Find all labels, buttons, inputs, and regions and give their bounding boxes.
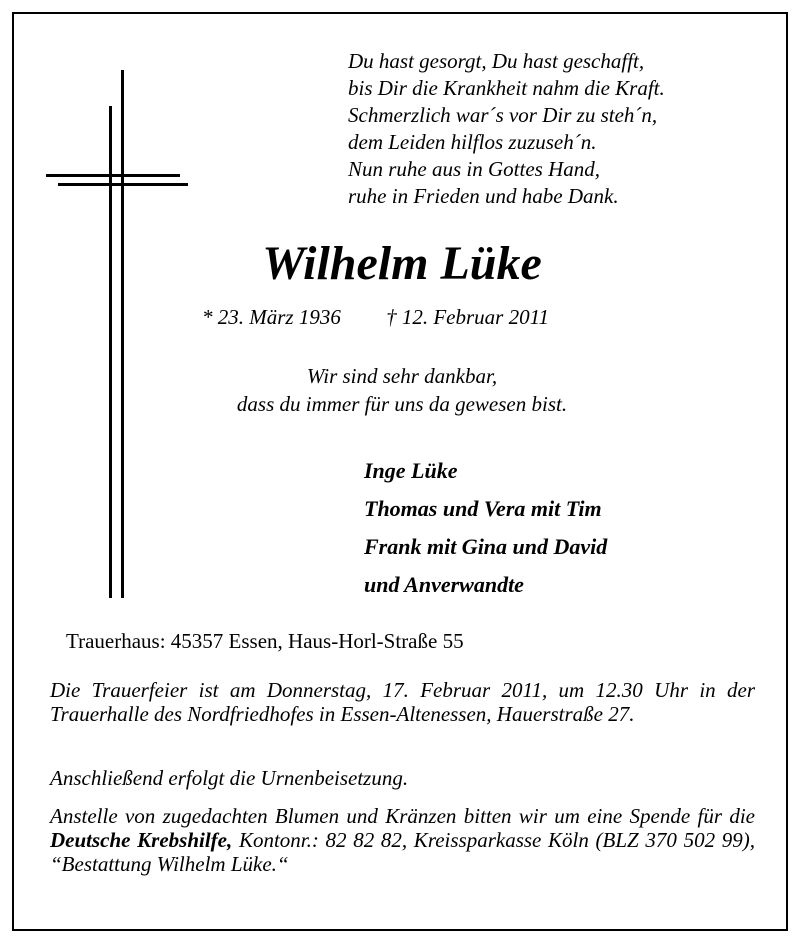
birth-date: * 23. März 1936 bbox=[202, 305, 341, 329]
poem-line: Nun ruhe aus in Gottes Hand, bbox=[348, 157, 600, 181]
poem-line: ruhe in Frieden und habe Dank. bbox=[348, 184, 619, 208]
mourner: Thomas und Vera mit Tim bbox=[364, 496, 602, 521]
deceased-name: Wilhelm Lüke bbox=[262, 237, 542, 290]
gratitude-line: Wir sind sehr dankbar, bbox=[306, 364, 498, 388]
poem-line: dem Leiden hilflos zuzuseh´n. bbox=[348, 130, 597, 154]
memorial-poem bbox=[348, 48, 768, 210]
death-date: † 12. Februar 2011 bbox=[386, 305, 550, 329]
donation-request bbox=[50, 804, 755, 876]
cross-icon bbox=[14, 14, 214, 614]
ceremony-info: Die Trauerfeier ist am Donnerstag, 17. Februar 2011, um 12.30 Uhr in der Trauerhalle des Nordfriedhofes in Essen-Altenessen, Hauerstraße 27. bbox=[50, 678, 755, 726]
mourning-house-address: Trauerhaus: 45357 Essen, Haus-Horl-Straße 55 bbox=[66, 629, 464, 653]
obituary-notice bbox=[12, 12, 788, 931]
mourner: Frank mit Gina und David bbox=[364, 534, 608, 559]
mourners-list bbox=[364, 452, 607, 604]
poem-line: Du hast gesorgt, Du hast geschafft, bbox=[348, 49, 645, 73]
life-dates bbox=[202, 304, 549, 330]
gratitude-line: dass du immer für uns da gewesen bist. bbox=[236, 392, 568, 416]
interment-info: Anschließend erfolgt die Urnenbeisetzung. bbox=[50, 766, 409, 790]
mourner: und Anverwandte bbox=[364, 572, 524, 597]
donation-text: Kontonr.: 82 82 82, Kreissparkasse Köln (BLZ 370 502 99), “Bestattung Wilhelm Lüke.“ bbox=[50, 828, 756, 876]
poem-line: Schmerzlich war´s vor Dir zu steh´n, bbox=[348, 103, 658, 127]
donation-text: Anstelle von zugedachten Blumen und Kränzen bitten wir um eine Spende für die bbox=[50, 804, 755, 828]
mourner: Inge Lüke bbox=[364, 458, 458, 483]
donation-organization: Deutsche Krebshilfe, bbox=[50, 828, 233, 852]
gratitude-text bbox=[114, 362, 690, 418]
poem-line: bis Dir die Krankheit nahm die Kraft. bbox=[348, 76, 665, 100]
